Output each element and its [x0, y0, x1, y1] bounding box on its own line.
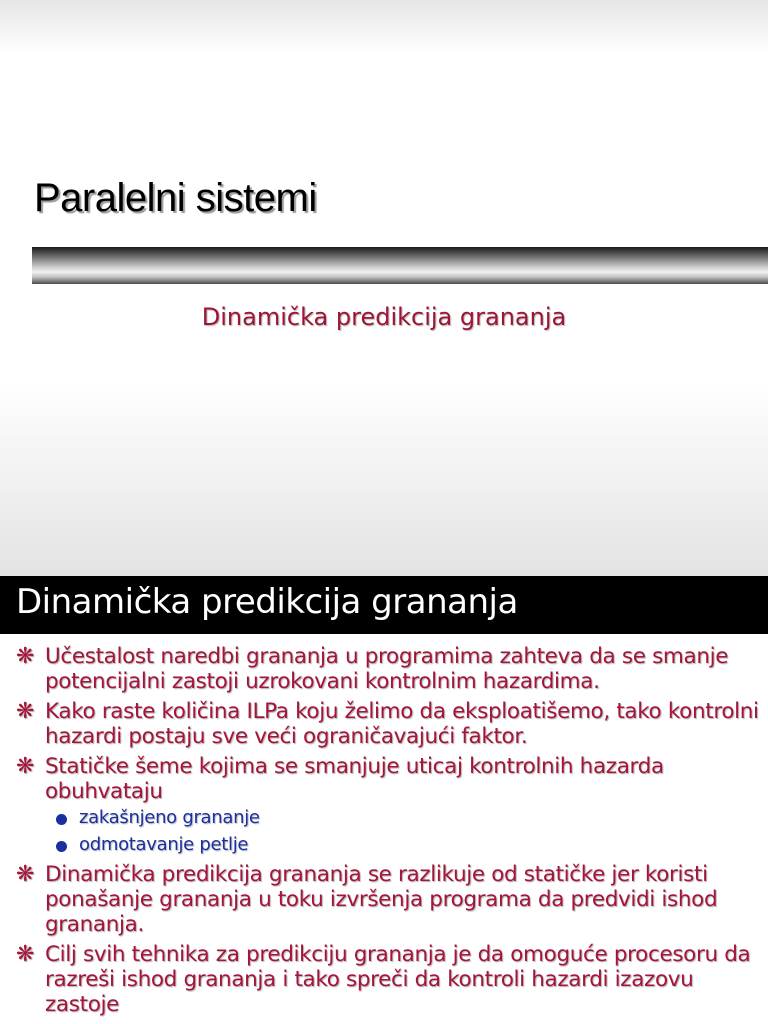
- asterisk-bullet-icon: ❋: [16, 942, 35, 967]
- slide-header: [0, 576, 768, 634]
- bullet-text: Statičke šeme kojima se smanjuje uticaj kontrolnih hazarda obuhvataju: [45, 754, 664, 804]
- slide-heading: Dinamička predikcija grananja: [16, 582, 518, 622]
- list-item: [0, 699, 768, 749]
- sub-bullet-text: odmotavanje petlje: [79, 834, 249, 855]
- sub-bullet-text: zakašnjeno grananje: [79, 807, 260, 828]
- asterisk-bullet-icon: ❋: [16, 754, 35, 779]
- bullet-text: Kako raste količina ILPa koju želimo da eksploatišemo, tako kontrolni hazardi postaju sve veći ograničavajući faktor.: [45, 699, 759, 749]
- list-item: [0, 754, 768, 857]
- bullet-list: [0, 644, 768, 1022]
- sub-bullet-list: [45, 806, 768, 857]
- slide-subtitle: Dinamička predikcija grananja: [201, 303, 567, 331]
- asterisk-bullet-icon: ❋: [16, 862, 35, 887]
- bullet-text: Učestalost naredbi grananja u programima zahteva da se smanje potencijalni zastoji uzrokovani kontrolnim hazardima.: [45, 644, 729, 694]
- asterisk-bullet-icon: ❋: [16, 644, 35, 669]
- bullet-text: Cilj svih tehnika za predikciju grananja je da omoguće procesoru da razreši ishod grananja i tako spreči da kontroli hazardi izazovu zastoje: [45, 942, 751, 1017]
- round-dot-icon: [56, 814, 67, 825]
- list-item: [0, 942, 768, 1017]
- content-slide: [0, 576, 768, 1024]
- round-dot-icon: [56, 841, 67, 852]
- sub-list-item: [0, 806, 768, 830]
- asterisk-bullet-icon: ❋: [16, 699, 35, 724]
- list-item: [0, 862, 768, 937]
- title-divider-bar: [32, 247, 768, 284]
- bullet-text: Dinamička predikcija grananja se razlikuje od statičke jer koristi ponašanje grananja u toku izvršenja programa da predvidi ishod grananja.: [45, 862, 718, 937]
- list-item: [0, 644, 768, 694]
- slide-title: Paralelni sistemi: [34, 176, 317, 220]
- sub-list-item: [0, 833, 768, 857]
